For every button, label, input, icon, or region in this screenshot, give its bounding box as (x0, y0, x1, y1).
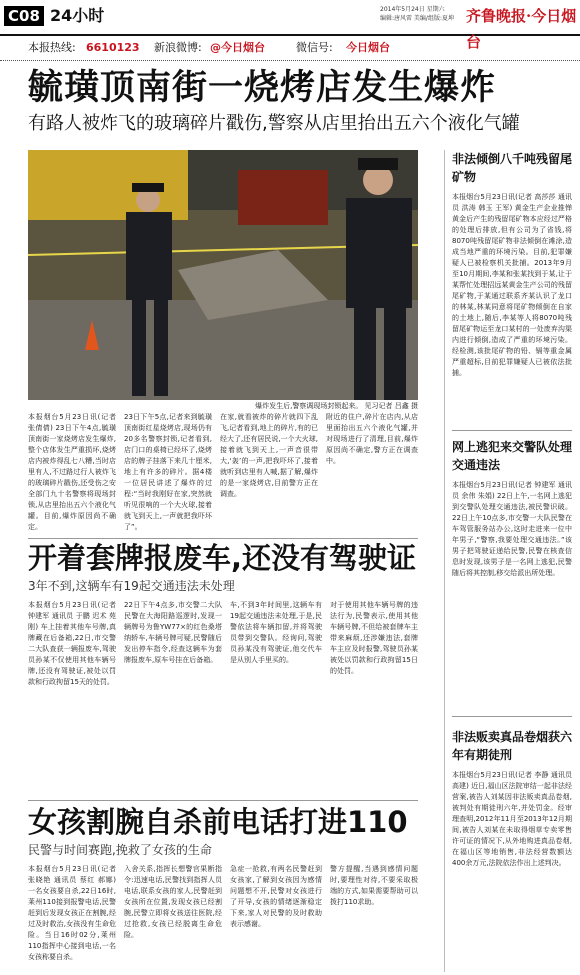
sidebar-divider (452, 430, 572, 431)
story2-column-4: 对于使用其他车辆号牌的违法行为,民警表示,使用其他车辆号牌,不但给被套牌车主带来麻烦,还涉嫌违法,套牌车主应及时报警,驾驶员孙某被处以罚款和行政拘留15日的处罚。 (330, 601, 418, 675)
lead-column-2: 23日下午5点,记者来到毓璜顶南街红星烧烤店,现场仍有20多名警察封锁,记者看到,店门口的桌椅已经坏了,烧烤店的牌子挂落下来几十厘米,地上有许多的碎片。据4楼一位居民讲述了爆炸的过程:“当时我刚好在家,突然就听见很响的一个大火球,接着就飞到天上,一声就把我吓坏了”。 (124, 413, 212, 531)
photo-caption: 爆炸发生后,警察调现场封锁起来。 见习记者 吕鑫 摄 (255, 402, 418, 410)
issue-date: 2014年5月24日 星期六 (380, 6, 445, 13)
story3-column-4: 警方提醒,当遇到感情问题时,要理性对待,不要采取极端的方式,如果需要帮助可以拨打110求助。 (330, 865, 418, 906)
lead-headline: 毓璜顶南街一烧烤店发生爆炸 (28, 68, 497, 108)
lead-subheadline: 有路人被炸飞的玻璃碎片戳伤,警察从店里抬出五六个液化气罐 (28, 113, 520, 134)
story3-column-1: 本报烟台5月23日讯(记者 张晓艳 通讯员 蔡红 郝娜) 一名女孩要自杀,22日16时,莱州110接到报警电话,民警赶到后发现女孩正在割腕,经过及时救治,女孩没有生命危险。当日16时02分,莱州110指挥中心接到电话,一名女孩称要自杀。 (28, 865, 116, 961)
wechat-id: 今日烟台 (346, 41, 390, 54)
story2-column-1: 本报烟台5月23日讯(记者 钟建军 通讯员 于鹏 迟术 苑刚) 车上挂着其他车号牌,真牌藏在后备箱,22日,市交警二大队查获一辆报废车,驾驶员孙某不仅使用其他车辆号牌,还没有驾驶证,被处以罚款和行政拘留15天的处罚。 (28, 601, 116, 686)
sidebar-divider (444, 150, 445, 972)
news-photo (28, 150, 418, 400)
story3-column-3: 急症一抢救,有两名民警赶到女孩家,了解到女孩因为感情问题想不开,民警对女孩进行了开导,女孩的情绪逐渐稳定下来,家人对民警的及时救助表示感谢。 (230, 865, 322, 928)
story-divider (28, 800, 418, 801)
section-code: C08 (4, 6, 44, 26)
sidebar-story3-title: 非法贩卖真品卷烟获六年有期徒刑 (452, 730, 573, 762)
story2-column-3: 车,不到3年时间里,这辆车有19起交通违法未处理,于是,民警依法将车辆扣留,并将驾驶员带到交警队。经询问,驾驶员孙某没有驾驶证,他交代车是从别人手里买的。 (230, 601, 322, 664)
hotline-number: 6610123 (86, 41, 140, 54)
section-name: 24小时 (50, 6, 105, 25)
wechat-label: 微信号: (296, 41, 333, 54)
sidebar-story2-title: 网上逃犯来交警队处理交通违法 (452, 440, 573, 472)
story2-subheadline: 3年不到,这辆车有19起交通违法未处理 (28, 579, 235, 593)
hotline-label: 本报热线: (28, 41, 76, 54)
contact-bar (0, 38, 580, 58)
paper-logo: 齐鲁晚报·今日烟台 (466, 7, 577, 51)
sidebar-story3-body: 本报烟台5月23日讯(记者 李静 通讯员 高建) 近日,福山区法院审结一起非法经营案,被告人刘某因非法贩卖真品卷烟,被判处有期徒刑六年,并处罚金。经审理查明,2012年11月至2013年12月期间,被告人刘某在未取得烟草专卖零售许可证的情况下,从外地购进真品卷烟,在福山区等地销售,非法经营数额达400余万元,法院依法作出上述判决。 (452, 771, 572, 867)
story3-column-2: 入舍关系,指挥长想警官果断指令:迅速电话,民警找到指挥人员电话,联系女孩的家人,民警赶到女孩所在位置,发现女孩已经割腕,民警立即将女孩送往医院,经过抢救,女孩已经脱离生命危险。 (124, 865, 222, 939)
story2-headline: 开着套牌报废车,还没有驾驶证 (28, 541, 417, 575)
lead-column-3: 在家,就看被炸的碎片就四下乱飞,记者看到,地上的碎片,有的已经大了,还有居民说,一个大火球,接着就飞到天上,一声音很带大,‘轰’的一声,把我吓坏了,接着就听到店里有人喊,据了解,爆炸的是一家烧烤店,目前警方正在调查。 (220, 413, 318, 498)
weibo-handle: @今日烟台 (210, 41, 265, 54)
sidebar-story1-body: 本报烟台5月23日讯(记者 高莎莎 通讯员 洪涛 韩玉 王军) 黄金生产企业推惮黄金后产生的残留尾矿物本应经过严格的处理后排放,但有公司为了省钱,将8070吨残留尾矿物非法倾倒在滩涂,造成当地严重的环境污染。目前,犯罪嫌疑人已被检察机关批捕。2013年9月至10月期间,李某和张某找到于某,让于某帮忙处理招远某黄金生产公司的残留尾矿物,于某通过联系齐某认识了龙口的林某,林某同意将尾矿物倾倒在自家的土地上,随后,李某等人将8070吨残留尾矿物运至龙口某村的一处废弃沟渠内进行倾倒,造成了严重的环境污染。经检测,该批尾矿物的铅、镉等重金属严重超标,目前犯罪嫌疑人已被依法批捕。 (452, 193, 572, 377)
sidebar-story2-body: 本报烟台5月23日讯(记者 钟建军 通讯员 余伟 朱娟) 22日上午,一名网上逃犯到交警队处理交通违法,被民警识破。22日上午10点多,市交警一大队民警在车驾管服务站办公,这时走进来一位中年男子,“警察,我要处理交通违法。”该男子把驾驶证递给民警,民警在核查信息时发现,该男子是一名网上逃犯,民警随后将其控制,移交给派出所处理。 (452, 481, 572, 577)
lead-column-4: 附近的住户,碎片在店内,从店里面抬出五六个液化气罐,并对现场进行了清理,目前,爆炸原因尚不确定,警方正在调查中。 (326, 413, 418, 465)
story3-headline: 女孩割腕自杀前电话打进110 (28, 805, 408, 839)
header-divider (0, 60, 580, 61)
story2-column-2: 22日下午4点多,市交警二大队民警在大海阳路巡逻时,发现一辆牌号为鲁YW77×的红色桑塔纳轿车,车辆号牌可疑,民警随后发出停车指令,经查这辆车为套牌报废车,原车号挂在后备箱。 (124, 601, 222, 664)
photo-illustration (28, 150, 418, 400)
story-divider (28, 538, 418, 539)
sidebar-story1-title: 非法倾倒八千吨残留尾矿物 (452, 152, 573, 184)
story3-subheadline: 民警与时间赛跑,挽救了女孩的生命 (28, 843, 212, 857)
lead-column-1: 本报烟台5月23日讯(记者 张倩倩) 23日下午4点,毓璜顶南街一家烧烤店发生爆炸,整个店体发生严重损坏,烧烤店内被炸得乱七八糟,当时店里有人,不过路过行人被炸飞的玻璃碎片戳伤,还受伤之安全部门九十名警察将现场封锁,从店里抬出五六个液化气罐。目前,爆炸原因尚不确定。 (28, 413, 116, 531)
issue-editors: 编辑:唐风雷 美编/组版:夏坤 (380, 15, 454, 22)
weibo-label: 新浪微博: (154, 41, 202, 54)
sidebar-divider (452, 716, 572, 717)
